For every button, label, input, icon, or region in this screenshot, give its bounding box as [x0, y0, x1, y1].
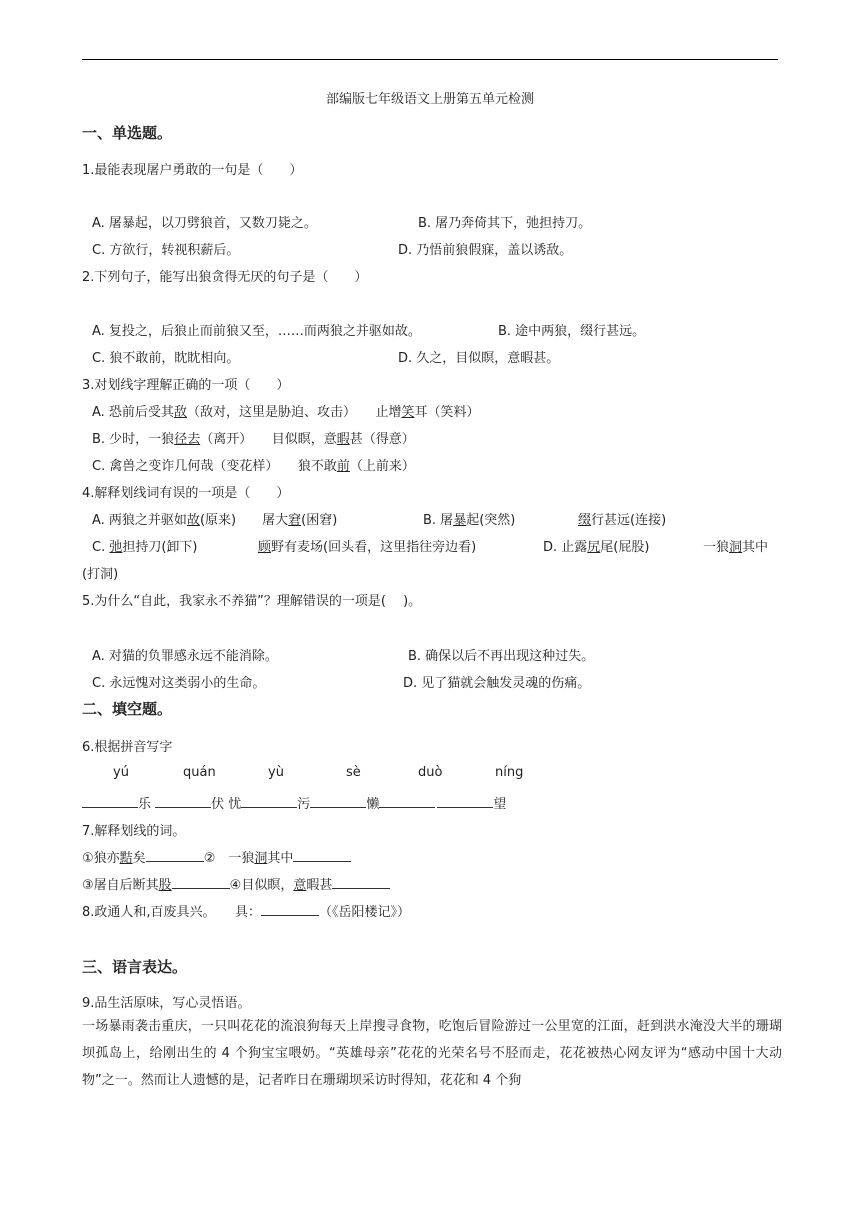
question-5-stem: 5.为什么“自此，我家永不养猫”？理解错误的一项是( )。 — [82, 594, 422, 609]
text: B. 屠 — [423, 513, 454, 528]
text: 伏 忧 — [211, 797, 242, 812]
question-4-wrap: (打洞) — [82, 567, 119, 582]
text: A. 两狼之并驱如 — [92, 513, 187, 528]
underlined-word: 洞 — [729, 540, 743, 555]
question-3-option-a[interactable] — [92, 401, 480, 420]
section-heading-fill-blank: 二、填空题。 — [82, 700, 173, 718]
answer-blank[interactable] — [172, 875, 230, 889]
text: 矣 — [132, 851, 146, 866]
underlined-word: 径去 — [174, 432, 201, 447]
text: 几何 — [174, 459, 201, 474]
header-rule — [82, 59, 778, 60]
text: 行甚远(连接) — [591, 513, 667, 528]
underlined-word: 股 — [158, 878, 172, 893]
underlined-word: 前 — [336, 459, 350, 474]
question-1-option-b[interactable]: B. 屠乃奔倚其下，弛担持刀。 — [418, 216, 592, 231]
pinyin-2: quán — [183, 765, 216, 780]
text: 望 — [493, 797, 507, 812]
question-7-row-1 — [82, 847, 351, 866]
underlined-word: 暇 — [336, 432, 350, 447]
pinyin-6: níng — [495, 765, 524, 780]
page-title: 部编版七年级语文上册第五单元检测 — [325, 92, 534, 107]
answer-blank[interactable] — [332, 875, 390, 889]
text: ①狼亦 — [82, 851, 120, 866]
underlined-word: 洞 — [254, 851, 268, 866]
text: 懒 — [366, 797, 380, 812]
question-2-option-a[interactable]: A. 复投之，后狼止而前狼又至，……而两狼之并驱如故。 — [92, 324, 421, 339]
underlined-word: 故 — [186, 513, 200, 528]
pinyin-1: yú — [113, 765, 129, 780]
answer-blank[interactable] — [293, 848, 351, 862]
question-2-stem: 2.下列句子，能写出狼贪得无厌的句子是（ ） — [82, 270, 368, 285]
text: 甚（得意） — [349, 432, 415, 447]
text: 野有麦场(回头看，这里指往旁边看) — [271, 540, 477, 555]
text: （敌对，这里是胁迫、攻击） 止增 — [186, 405, 402, 420]
text: (原来) 屠大 — [199, 513, 289, 528]
text: B. 少时，一狼 — [92, 432, 175, 447]
underlined-word: 窘 — [288, 513, 302, 528]
question-4-option-d[interactable] — [543, 536, 649, 555]
section-heading-language-expression: 三、语言表达。 — [82, 958, 188, 976]
question-4-option-c[interactable] — [92, 536, 198, 555]
answer-blank[interactable] — [155, 794, 211, 808]
question-5-option-d[interactable]: D. 见了猫就会触发灵魂的伤痛。 — [403, 676, 591, 691]
question-3-option-c[interactable] — [92, 455, 415, 474]
text: 乐 — [138, 797, 152, 812]
question-9-passage: 一场暴雨袭击重庆，一只叫花花的流浪狗每天上岸搜寻食物，吃饱后冒险游过一公里宽的江面，赶到洪水淹没大半的珊瑚坝孤岛上，给刚出生的 4 个狗宝宝喂奶。“英雄母亲”花花的光荣名号不胫而走，花花被热心网友评为“感动中国十大动物”之一。然而让人遗憾的是，记者昨日在珊瑚坝采访时得知，花花和 4 个狗 — [82, 1019, 782, 1088]
text: (困窘) — [301, 513, 338, 528]
text: 一狼 — [703, 540, 730, 555]
answer-blank[interactable] — [82, 794, 138, 808]
question-2-option-c[interactable]: C. 狼不敢前，眈眈相向。 — [92, 351, 240, 366]
answer-blank[interactable] — [241, 794, 297, 808]
question-4-option-a[interactable] — [92, 509, 337, 528]
question-9-stem: 9.品生活原味，写心灵悟语。 — [82, 996, 251, 1011]
underlined-word: 尻 — [587, 540, 601, 555]
question-2-option-b[interactable]: B. 途中两狼，缀行甚远。 — [498, 324, 646, 339]
text: 其中 — [742, 540, 769, 555]
text: ② 一狼 — [203, 851, 255, 866]
text: C. 禽兽之变诈 — [92, 459, 175, 474]
text: D. 止露 — [543, 540, 588, 555]
text: 哉（变花样） 狼不敢 — [200, 459, 337, 474]
pinyin-answer-row — [82, 793, 506, 812]
underlined-word: 敌 — [173, 405, 187, 420]
text: C. — [92, 540, 110, 555]
text: 尾(屁股) — [600, 540, 650, 555]
question-4-option-d-second — [703, 536, 768, 555]
underlined-word: 意 — [293, 878, 307, 893]
underlined-word: 黠 — [119, 851, 133, 866]
answer-blank[interactable] — [310, 794, 366, 808]
text: 耳（笑料） — [414, 405, 480, 420]
question-4-stem: 4.解释划线词有误的一项是（ ） — [82, 486, 290, 501]
text: A. 恐前后受其 — [92, 405, 174, 420]
text: 污 — [297, 797, 311, 812]
underlined-word: 弛 — [109, 540, 123, 555]
text: 其中 — [267, 851, 294, 866]
underlined-word: 顾 — [258, 540, 272, 555]
pinyin-4: sè — [346, 765, 361, 780]
question-3-option-b[interactable] — [92, 428, 415, 447]
question-8 — [82, 901, 410, 920]
text: ③屠自后断其 — [82, 878, 159, 893]
question-4-option-c-second — [258, 536, 476, 555]
question-7-stem: 7.解释划线的词。 — [82, 824, 186, 839]
text: （《岳阳楼记》） — [319, 905, 411, 920]
question-1-option-a[interactable]: A. 屠暴起，以刀劈狼首，又数刀毙之。 — [92, 216, 317, 231]
question-5-option-c[interactable]: C. 永远愧对这类弱小的生命。 — [92, 676, 266, 691]
underlined-word: 暴 — [453, 513, 467, 528]
underlined-word: 缀 — [578, 513, 592, 528]
answer-blank[interactable] — [379, 794, 435, 808]
question-6-stem: 6.根据拼音写字 — [82, 740, 173, 755]
question-5-option-b[interactable]: B. 确保以后不再出现这种过失。 — [408, 649, 595, 664]
question-2-option-d[interactable]: D. 久之，目似瞑，意暇甚。 — [398, 351, 560, 366]
text: 暇甚 — [306, 878, 333, 893]
text: ④目似瞑， — [229, 878, 294, 893]
question-7-row-2 — [82, 874, 390, 893]
answer-blank[interactable] — [437, 794, 493, 808]
text: （上前来） — [349, 459, 415, 474]
question-1-option-c[interactable]: C. 方欲行，转视积薪后。 — [92, 243, 240, 258]
text: （离开） 目似瞑，意 — [200, 432, 337, 447]
pinyin-3: yù — [268, 765, 284, 780]
question-3-stem: 3.对划线字理解正确的一项（ ） — [82, 378, 290, 393]
answer-blank[interactable] — [146, 848, 204, 862]
question-4-option-b-second — [578, 509, 666, 528]
section-heading-single-choice: 一、单选题。 — [82, 124, 173, 142]
question-1-stem: 1.最能表现屠户勇敢的一句是（ ） — [82, 163, 303, 178]
text: 担持刀(卸下) — [122, 540, 198, 555]
answer-blank[interactable] — [261, 902, 319, 916]
underlined-word: 笑 — [401, 405, 415, 420]
question-1-option-d[interactable]: D. 乃悟前狼假寐，盖以诱敌。 — [398, 243, 573, 258]
question-4-option-b[interactable] — [423, 509, 515, 528]
pinyin-5: duò — [418, 765, 443, 780]
text: 起(突然) — [466, 513, 516, 528]
question-5-option-a[interactable]: A. 对猫的负罪感永远不能消除。 — [92, 649, 278, 664]
text: 8.政通人和,百废具兴。 具： — [82, 905, 262, 920]
